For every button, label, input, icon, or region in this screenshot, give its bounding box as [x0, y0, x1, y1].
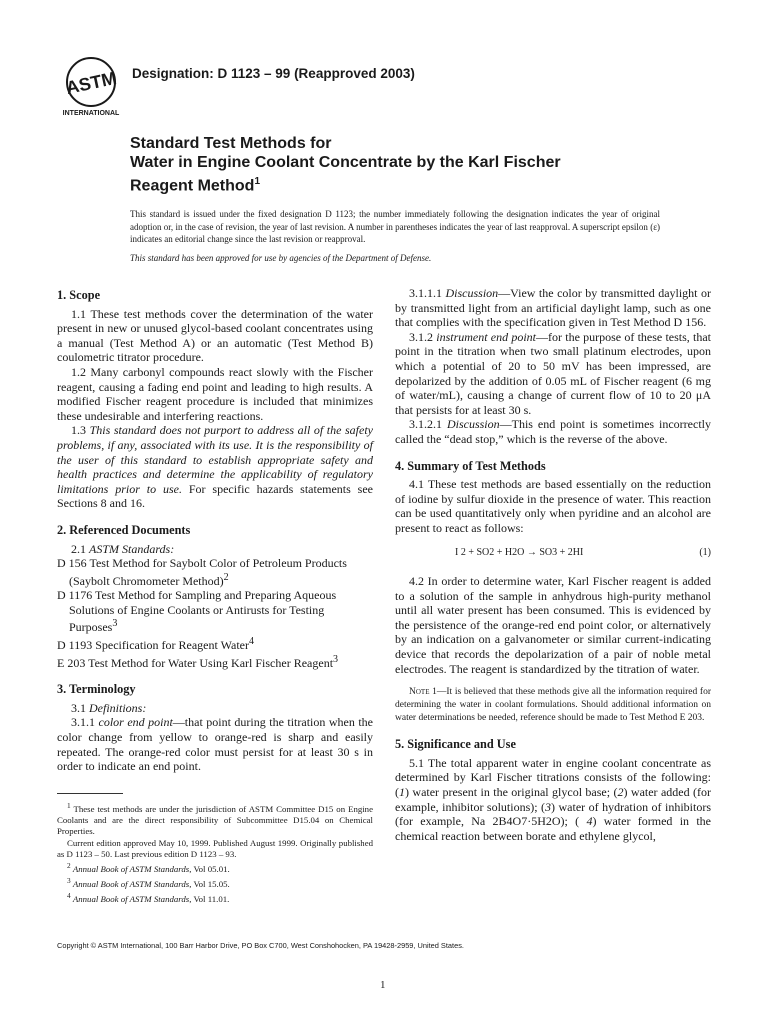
page-number: 1	[380, 979, 386, 991]
standard-preamble: This standard is issued under the fixed designation D 1123; the number immediately following the designation indicates the year of original adoption or, in the case of revision, the year of last revision. A number in parentheses indicates the year of last reapproval. A superscript epsilon (ε) indicates an editorial change since the last revision or reapproval.	[130, 209, 660, 244]
para-1-2: 1.2 Many carbonyl compounds react slowly with the Fischer reagent, causing a fading end point and leading to high results. A modified Fischer reagent procedure is included that minimizes these undesirable and interfering reactions.	[57, 364, 373, 423]
footnote-rule	[57, 793, 123, 794]
footnotes	[57, 793, 373, 905]
reference-d1193: D 1193 Specification for Reagent Water$^4$	[57, 636, 254, 653]
section-heading-summary: 4. Summary of Test Methods	[395, 458, 546, 473]
astm-logo	[58, 56, 124, 118]
section-heading-scope: 1. Scope	[57, 288, 101, 302]
section-heading-terminology: 3. Terminology	[57, 682, 136, 697]
title-line-2: Water in Engine Coolant Concentrate by the Karl Fischer	[130, 154, 561, 171]
reference-d1176: D 1176 Test Method for Sampling and Preparing Aqueous Solutions of Engine Coolants or Antirusts for Testing Purposes$^3$	[57, 588, 337, 635]
document-title	[130, 134, 690, 195]
reference-d156: D 156 Test Method for Saybolt Color of Petroleum Products (Saybolt Chromometer Method)$^2$	[57, 556, 347, 588]
para-3-1-1-1: 3.1.1.1 Discussion—View the color by transmitted daylight or by transmitted light from an artificial daylight lamp, such as one that complies with the specification given in Test Method D 156.	[395, 286, 712, 330]
para-1-1: 1.1 These test methods cover the determination of the water present in new or unused glycol-based coolant concentrates using a manual (Test Method A) or an automatic (Test Method B) coulometric titrator procedure.	[57, 306, 373, 365]
footnote-1: $^1$ These test methods are under the jurisdiction of ASTM Committee D15 on Engine Coolants and are the direct responsibility of Subcommittee D15.04 on Chemical Properties.	[57, 801, 373, 837]
para-1-3: 1.3 This standard does not purport to address all of the safety problems, if any, associated with its use. It is the responsibility of the user of this standard to establish appropriate safety and health practices and determine the applicability of regulatory limitations prior to use. For specific hazards statements see Sections 8 and 16.	[57, 423, 374, 511]
title-line-3: Reagent Method$^1$	[130, 176, 261, 195]
section-heading-referenced-documents: 2. Referenced Documents	[57, 522, 191, 537]
note-1: Note 1—It is believed that these methods give all the information required for determining the water in coolant formulations. Should additional information on water determinations be needed, reference should be made to Test Method E 203.	[395, 687, 712, 724]
footnote-4: $^4$ Annual Book of ASTM Standards, Vol 11.01.	[67, 891, 230, 905]
para-2-1: 2.1 ASTM Standards:	[71, 541, 175, 556]
para-3-1-1: 3.1.1 color end point—that point during the titration when the color change from yellow to orange-red is sharp and easily repeated. The orange-red color must persist for at least 30 s in order to indicate an end point.	[57, 715, 374, 774]
equation-text: I 2 + SO2 + H2O → SO3 + 2HI	[455, 546, 584, 558]
svg-text:ASTM: ASTM	[64, 67, 119, 99]
copyright-notice: Copyright © ASTM International, 100 Barr Harbor Drive, PO Box C700, West Conshohocken, PA 19428-2959, United States.	[57, 941, 464, 950]
designation: Designation: D 1123 – 99 (Reapproved 2003)	[132, 66, 415, 81]
reference-e203: E 203 Test Method for Water Using Karl Fischer Reagent$^3$	[57, 653, 339, 670]
equation-1	[395, 546, 711, 561]
para-3-1: 3.1 Definitions:	[71, 700, 147, 715]
para-5-1: 5.1 The total apparent water in engine coolant concentrate as determined by Karl Fischer titrations consists of the following: (1) water present in the original glycol base; (2) water added (for example, inhibitor solutions); (3) water of hydration of inhibitors (for example, Na 2B4O7·5H2O); ( 4) water formed in the chemical reaction between borate and ethylene glycol,	[395, 755, 711, 843]
footnote-2: $^2$ Annual Book of ASTM Standards, Vol 05.01.	[67, 860, 230, 874]
para-4-2: 4.2 In order to determine water, Karl Fischer reagent is added to a solution of the sample in anhydrous high-purity methanol until all water present has been consumed. This is evidenced by the persistence of the orange-red end point color, or alternatively by an indication on a galvanometer or similar current-indicating device that records the depolarization of a pair of noble metal electrodes. The reagent is standardized by the titration of water.	[395, 574, 711, 676]
section-heading-significance: 5. Significance and Use	[395, 737, 516, 752]
para-4-1: 4.1 These test methods are based essentially on the reduction of iodine by sulfur dioxide in the presence of water. This reaction can be used quantitatively only when pyridine and an alcohol are present to react as follows:	[395, 477, 711, 535]
title-line-1: Standard Test Methods for	[130, 135, 332, 152]
footnote-1-edition: Current edition approved May 10, 1999. Published August 1999. Originally published as D 1123 – 50. Last previous edition D 1123 – 93.	[57, 837, 373, 859]
left-column	[57, 286, 373, 774]
svg-text:INTERNATIONAL: INTERNATIONAL	[62, 110, 120, 117]
para-3-1-2: 3.1.2 instrument end point—for the purpose of these tests, that point in the titration when two small platinum electrodes, upon which a potential of 20 to 50 mV has been impressed, are depolarized by the addition of 0.05 mL of Fischer reagent (6 mg of water/mL), causing a change of current flow of 10 to 20 μA that persists for at least 30 s.	[395, 329, 712, 417]
footnote-3: $^3$ Annual Book of ASTM Standards, Vol 15.05.	[67, 876, 230, 889]
right-column	[395, 286, 711, 843]
para-3-1-2-1: 3.1.2.1 Discussion—This end point is sometimes incorrectly called the “dead stop,” which is the reverse of the above.	[395, 417, 711, 446]
dod-approval: This standard has been approved for use by agencies of the Department of Defense.	[130, 253, 432, 263]
equation-number: (1)	[699, 546, 711, 558]
